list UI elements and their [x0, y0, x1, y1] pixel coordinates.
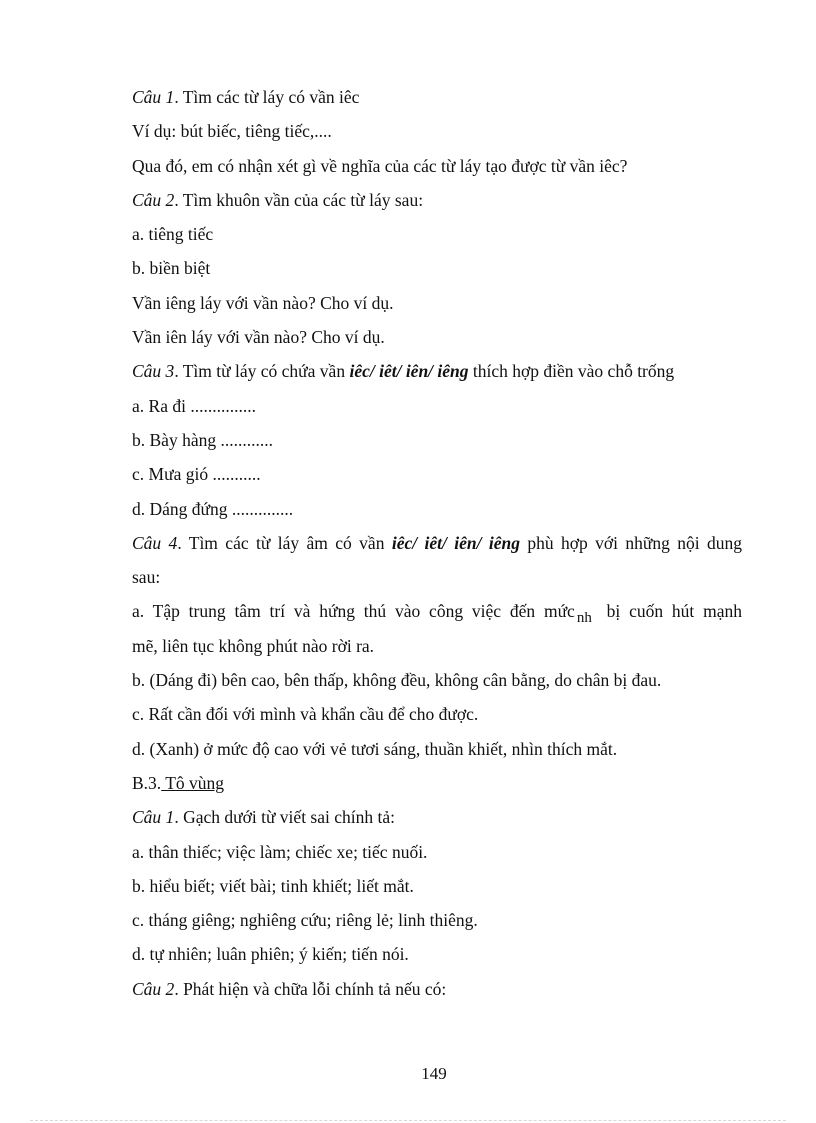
spelling-option-c: c. tháng giêng; nghiêng cứu; riêng lẻ; linh thiêng. [132, 910, 478, 931]
question-1-heading [132, 80, 742, 114]
question-3-heading [132, 354, 742, 388]
question-prompt: Vần iên láy với vần nào? Cho ví dụ. [132, 327, 385, 348]
section-title: Tô vùng [161, 772, 225, 793]
definition-c: c. Rất cần đối với mình và khẩn cầu để cho được. [132, 704, 479, 725]
question-prompt: Qua đó, em có nhận xét gì về nghĩa của các từ láy tạo được từ vần iêc? [132, 155, 628, 176]
definition-text-tail: bị cuốn hút mạnh [597, 601, 742, 622]
page-bottom-divider [30, 1120, 786, 1121]
question-text-tail: phù hợp với những nội dung [519, 532, 742, 553]
rhyme-emphasis: iêc/ iêt/ iên/ iêng [349, 361, 469, 382]
question-label: Câu 2 [132, 189, 175, 210]
rhyme-emphasis: iêc/ iêt/ iên/ iêng [391, 532, 520, 553]
question-label: Câu 1 [132, 807, 175, 828]
question-text: . Gạch dưới từ viết sai chính tả: [174, 807, 395, 828]
answer-option-b: b. biền biệt [132, 258, 211, 279]
question-text: . Phát hiện và chữa lỗi chính tả nếu có: [174, 978, 447, 999]
section-heading-b3 [132, 766, 742, 800]
fill-blank-a: a. Ra đi ............... [132, 395, 256, 416]
question-4-continuation: sau: [132, 567, 161, 588]
question-text: . Tìm các từ láy âm có vần [177, 532, 392, 553]
question-text-tail: thích hợp điền vào chỗ trống [468, 361, 675, 382]
section-number: B.3. [132, 772, 162, 793]
subscript-note: nh [576, 610, 592, 627]
question-text: . Tìm khuôn vần của các từ láy sau: [174, 189, 424, 210]
question-4-heading [132, 526, 742, 560]
definition-text: a. Tập trung tâm trí và hứng thú vào công việc đến mức [132, 601, 575, 622]
exercise-1-heading [132, 800, 742, 834]
definition-b: b. (Dáng đi) bên cao, bên thấp, không đều, không cân bằng, do chân bị đau. [132, 670, 662, 691]
question-prompt: Vần iêng láy với vần nào? Cho ví dụ. [132, 292, 394, 313]
question-label: Câu 3 [132, 361, 175, 382]
answer-option-a: a. tiêng tiếc [132, 224, 214, 245]
example-line: Ví dụ: bút biếc, tiêng tiếc,.... [132, 121, 332, 142]
spelling-option-d: d. tự nhiên; luân phiên; ý kiến; tiến nói. [132, 944, 409, 965]
question-2-heading [132, 183, 742, 217]
question-label: Câu 1 [132, 87, 175, 107]
document-body [132, 80, 742, 1006]
page-number: 149 [421, 1064, 447, 1083]
question-label: Câu 2 [132, 978, 175, 999]
definition-d: d. (Xanh) ở mức độ cao với vẻ tươi sáng, thuần khiết, nhìn thích mắt. [132, 738, 618, 759]
question-text: . Tìm từ láy có chứa vần [174, 361, 350, 382]
exercise-2-heading [132, 972, 742, 1006]
question-label: Câu 4 [132, 532, 178, 553]
fill-blank-b: b. Bày hàng ............ [132, 429, 273, 450]
spelling-option-a: a. thân thiếc; việc làm; chiếc xe; tiếc nuối. [132, 841, 428, 862]
spelling-option-b: b. hiểu biết; viết bài; tinh khiết; liết mắt. [132, 875, 414, 896]
fill-blank-d: d. Dáng đứng .............. [132, 498, 294, 519]
fill-blank-c: c. Mưa gió ........... [132, 464, 261, 485]
definition-a-continuation: mẽ, liên tục không phút nào rời ra. [132, 635, 375, 656]
question-text: . Tìm các từ láy có vần iêc [174, 87, 360, 107]
definition-a [132, 594, 742, 628]
